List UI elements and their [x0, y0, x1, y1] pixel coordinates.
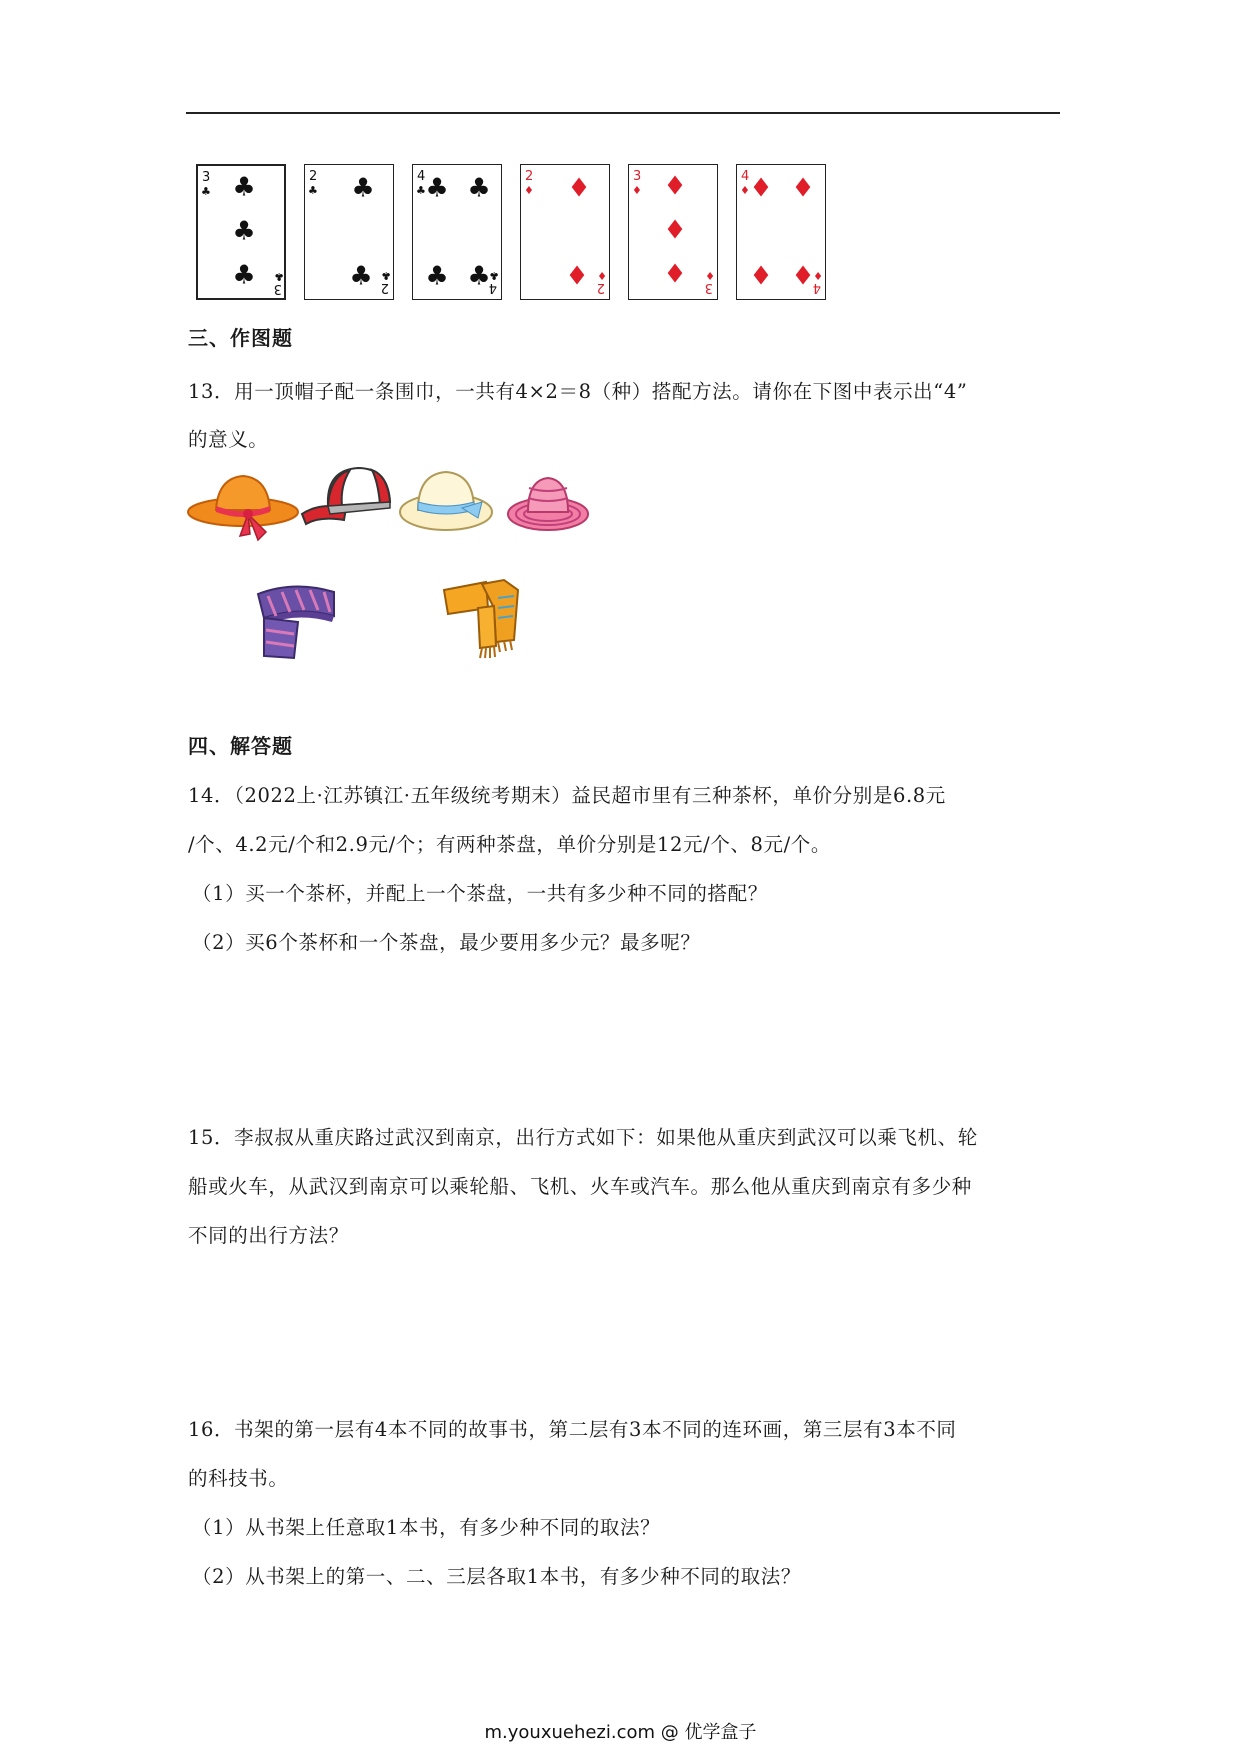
header-rule: [186, 112, 1060, 114]
card-suit-small-bottom: ♣: [489, 269, 499, 282]
cream-straw-hat-icon: [398, 468, 494, 538]
playing-card-2-diamond: [520, 164, 610, 300]
purple-striped-scarf-icon: [254, 582, 340, 662]
club-pip-icon: ♣: [232, 216, 256, 247]
diamond-pip-icon: ♦: [567, 173, 591, 204]
playing-card-4-club: [412, 164, 502, 300]
card-rank-top: 3: [633, 169, 642, 184]
q14-part-1: （1）买一个茶杯，并配上一个茶盘，一共有多少种不同的搭配？: [192, 882, 768, 905]
club-pip-icon: ♣: [467, 173, 491, 204]
card-rank-top: 4: [741, 169, 750, 184]
club-pip-icon: ♣: [232, 260, 256, 291]
red-white-cap-icon: [300, 462, 396, 534]
diamond-pip-icon: ♦: [663, 215, 687, 246]
playing-cards: [196, 164, 836, 304]
card-suit-small-bottom: ♦: [597, 269, 607, 282]
q15-line-2: 船或火车，从武汉到南京可以乘轮船、飞机、火车或汽车。那么他从重庆到南京有多少种: [188, 1175, 972, 1198]
q13-line-1: 13．用一顶帽子配一条围巾，一共有4×2＝8（种）搭配方法。请你在下图中表示出“4”: [188, 380, 968, 403]
orange-sunhat-icon: [186, 470, 300, 550]
club-pip-icon: ♣: [467, 261, 491, 292]
playing-card-4-diamond: [736, 164, 826, 300]
q15-line-1: 15．李叔叔从重庆路过武汉到南京，出行方式如下：如果他从重庆到武汉可以乘飞机、轮: [188, 1126, 978, 1149]
card-suit-small-top: ♦: [740, 184, 750, 197]
card-suit-small-top: ♣: [201, 185, 211, 198]
card-rank-bottom: 3: [273, 281, 282, 296]
card-suit-small-bottom: ♦: [705, 269, 715, 282]
section-3-title: 三、作图题: [188, 326, 293, 350]
card-rank-bottom: 3: [704, 280, 713, 295]
diamond-pip-icon: ♦: [791, 173, 815, 204]
card-suit-small-top: ♦: [524, 184, 534, 197]
diamond-pip-icon: ♦: [663, 171, 687, 202]
q15-line-3: 不同的出行方法？: [188, 1224, 349, 1247]
diamond-pip-icon: ♦: [565, 261, 589, 292]
q16-line-1: 16．书架的第一层有4本不同的故事书，第二层有3本不同的连环画，第三层有3本不同: [188, 1418, 957, 1441]
card-suit-small-top: ♦: [632, 184, 642, 197]
card-suit-small-bottom: ♣: [381, 269, 391, 282]
card-suit-small-top: ♣: [308, 184, 318, 197]
diamond-pip-icon: ♦: [791, 261, 815, 292]
club-pip-icon: ♣: [425, 173, 449, 204]
playing-card-2-club: [304, 164, 394, 300]
club-pip-icon: ♣: [349, 261, 373, 292]
card-rank-top: 4: [417, 169, 426, 184]
card-rank-top: 3: [202, 170, 211, 185]
diamond-pip-icon: ♦: [663, 259, 687, 290]
pink-sunhat-icon: [506, 474, 590, 536]
q16-line-2: 的科技书。: [188, 1467, 289, 1490]
card-suit-small-bottom: ♣: [274, 270, 284, 283]
club-pip-icon: ♣: [425, 261, 449, 292]
card-rank-bottom: 4: [812, 280, 821, 295]
card-rank-top: 2: [525, 169, 534, 184]
club-pip-icon: ♣: [232, 172, 256, 203]
diamond-pip-icon: ♦: [749, 261, 773, 292]
card-rank-bottom: 2: [380, 280, 389, 295]
q14-line-2: /个、4.2元/个和2.9元/个；有两种茶盘，单价分别是12元/个、8元/个。: [188, 833, 831, 856]
card-rank-bottom: 2: [596, 280, 605, 295]
section-4-title: 四、解答题: [188, 734, 293, 758]
playing-card-3-club: [196, 164, 286, 300]
q16-part-2: （2）从书架上的第一、二、三层各取1本书，有多少种不同的取法？: [192, 1565, 801, 1588]
playing-card-3-diamond: [628, 164, 718, 300]
orange-scarf-icon: [442, 578, 522, 662]
footer-watermark: m.youxuehezi.com @ 优学盒子: [484, 1722, 757, 1743]
card-rank-top: 2: [309, 169, 318, 184]
q14-part-2: （2）买6个茶杯和一个茶盘，最少要用多少元？最多呢？: [192, 931, 701, 954]
card-suit-small-bottom: ♦: [813, 269, 823, 282]
q16-part-1: （1）从书架上任意取1本书，有多少种不同的取法？: [192, 1516, 661, 1539]
diamond-pip-icon: ♦: [749, 173, 773, 204]
q13-line-2: 的意义。: [188, 428, 269, 451]
card-rank-bottom: 4: [488, 280, 497, 295]
club-pip-icon: ♣: [351, 173, 375, 204]
card-suit-small-top: ♣: [416, 184, 426, 197]
q14-line-1: 14．（2022上·江苏镇江·五年级统考期末）益民超市里有三种茶杯，单价分别是6.8元: [188, 784, 946, 807]
